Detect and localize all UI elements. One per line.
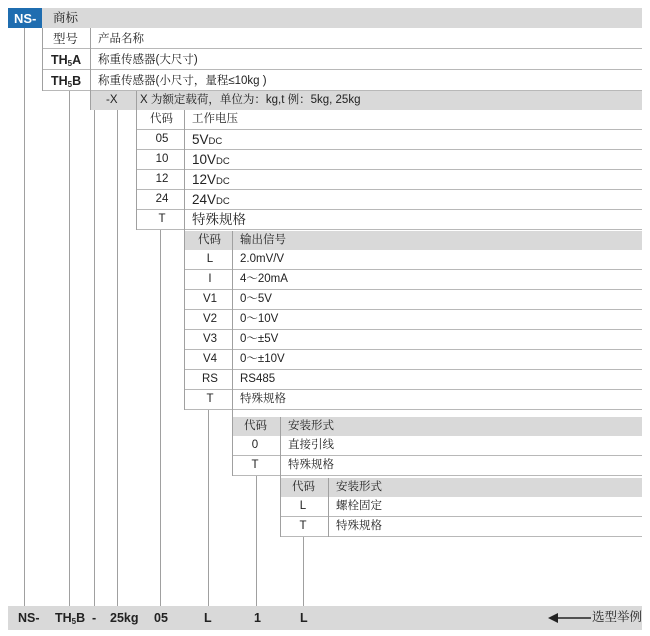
connector-line-brand	[42, 28, 43, 91]
connector-line-install	[256, 476, 257, 606]
model-name-header: 产品名称	[98, 33, 144, 45]
mount-code: T	[299, 520, 307, 532]
mount-value: 特殊规格	[336, 520, 382, 532]
connector-line-model	[69, 91, 70, 606]
output-code-header: 代码	[198, 234, 221, 246]
output-value: 4～20mA	[240, 273, 288, 285]
install-code-header: 代码	[244, 420, 267, 432]
voltage-code: 05	[155, 133, 169, 145]
example-voltage: 05	[154, 611, 168, 625]
output-value: RS485	[240, 373, 276, 385]
output-code: RS	[202, 373, 218, 385]
voltage-value: 特殊规格	[192, 212, 246, 227]
output-value: 特殊规格	[240, 393, 286, 405]
output-code: T	[206, 393, 214, 405]
brand-header-bar	[42, 8, 642, 28]
load-code: -X	[106, 94, 118, 106]
example-model: TH5B	[55, 611, 86, 626]
prefix-badge	[8, 8, 42, 28]
connector-line-mount-split	[328, 478, 329, 537]
connector-line-output-split	[232, 231, 233, 476]
mount-name-header: 安装形式	[336, 481, 382, 493]
mount-header-bar	[280, 478, 642, 497]
connector-line-load	[117, 110, 118, 606]
output-code: V3	[202, 333, 218, 345]
voltage-code: 10	[155, 153, 169, 165]
mount-code-header: 代码	[292, 481, 315, 493]
output-value: 0～±10V	[240, 353, 285, 365]
model-name: 称重传感器(小尺寸，量程≤10kg )	[98, 75, 267, 87]
output-code: I	[208, 273, 212, 285]
output-code: V4	[202, 353, 218, 365]
example-mount: L	[300, 611, 308, 625]
example-load: 25kg	[110, 611, 139, 625]
connector-line-install-split	[280, 417, 281, 537]
brand-label: 商标	[53, 11, 79, 25]
mount-row	[280, 497, 642, 517]
connector-line-prefix	[24, 28, 25, 606]
mount-code: L	[299, 500, 307, 512]
voltage-code: 12	[155, 173, 169, 185]
voltage-name-header: 工作电压	[192, 113, 238, 125]
output-value: 2.0mV/V	[240, 253, 285, 265]
connector-line-output	[208, 410, 209, 606]
voltage-code: 24	[155, 193, 169, 205]
install-name-header: 安装形式	[288, 420, 334, 432]
output-value: 0～5V	[240, 293, 272, 305]
model-code: TH5B	[51, 74, 82, 89]
output-value: 0～10V	[240, 313, 279, 325]
output-name-header: 输出信号	[240, 234, 286, 246]
connector-line-load-left	[90, 91, 91, 110]
install-code: 0	[251, 439, 259, 451]
voltage-value: 10VDC	[192, 152, 230, 167]
model-code: TH5A	[51, 53, 82, 68]
connector-line-voltage	[160, 230, 161, 606]
model-name: 称重传感器(大尺寸)	[98, 54, 198, 66]
install-code: T	[251, 459, 259, 471]
example-output: L	[204, 611, 212, 625]
install-value: 直接引线	[288, 439, 334, 451]
arrow-left-icon	[548, 612, 592, 624]
connector-line-load-split	[136, 91, 137, 230]
example-prefix: NS-	[18, 611, 40, 625]
mount-value: 螺栓固定	[336, 500, 382, 512]
load-description: X 为额定载荷，单位为：kg,t 例：5kg, 25kg	[140, 94, 361, 106]
connector-line-dash	[94, 110, 95, 606]
output-code: V1	[202, 293, 218, 305]
example-label: 选型举例	[592, 610, 643, 624]
output-value: 0～±5V	[240, 333, 279, 345]
output-code: L	[206, 253, 214, 265]
example-dash: -	[92, 611, 97, 625]
example-install: 1	[254, 611, 261, 625]
connector-line-model-code	[90, 28, 91, 91]
voltage-code-header: 代码	[150, 113, 173, 125]
example-bar	[8, 606, 642, 630]
connector-line-voltage-split	[184, 110, 185, 410]
voltage-code: T	[158, 213, 166, 225]
mount-row	[280, 517, 642, 537]
voltage-value: 5VDC	[192, 132, 223, 147]
connector-line-mount	[303, 537, 304, 606]
install-value: 特殊规格	[288, 459, 334, 471]
voltage-value: 24VDC	[192, 192, 230, 207]
prefix-text: NS-	[14, 11, 37, 26]
model-code-header: 型号	[53, 32, 79, 46]
voltage-value: 12VDC	[192, 172, 230, 187]
output-code: V2	[202, 313, 218, 325]
